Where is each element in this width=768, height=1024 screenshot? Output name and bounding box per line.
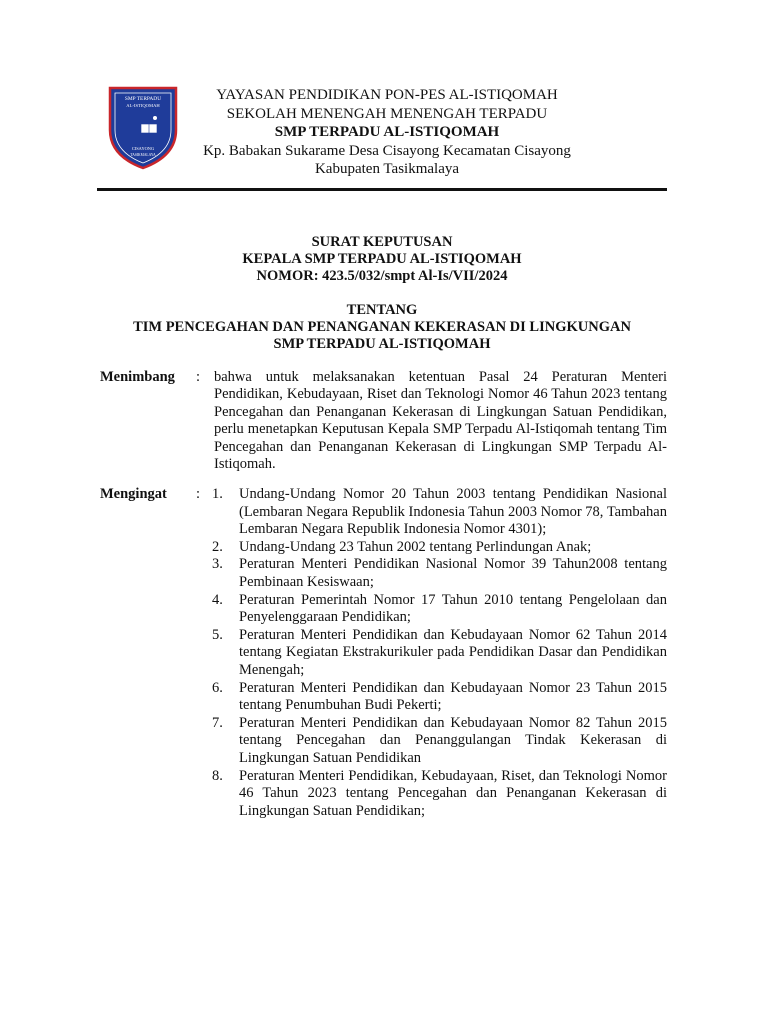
list-item-number: 5. bbox=[212, 626, 223, 643]
decree-about-label: TENTANG bbox=[346, 302, 418, 318]
list-item bbox=[212, 715, 667, 768]
school-crest-icon bbox=[106, 84, 180, 170]
list-item bbox=[212, 627, 667, 680]
list-item-text: Peraturan Menteri Pendidikan Nasional Nomor 39 Tahun2008 tentang Pembinaan Kesiswaan; bbox=[239, 556, 667, 590]
list-item bbox=[212, 556, 667, 591]
decree-title: SURAT KEPUTUSAN bbox=[311, 234, 453, 250]
list-item-number: 7. bbox=[212, 714, 223, 731]
list-item-number: 8. bbox=[212, 767, 223, 784]
school-logo bbox=[106, 84, 180, 170]
considering-text: bahwa untuk melaksanakan ketentuan Pasal 24 Peraturan Menteri Pendidikan, Kebudayaan, Riset dan Teknologi Nomor 46 Tahun 2023 tentang Pencegahan dan Penanganan Kekerasan di Lingkungan Satuan Pendidikan, perlu menetapkan Keputusan Kepala SMP Terpadu Al-Istiqomah tentang Tim Pencegahan dan Penanganan Kekerasan di Lingkungan SMP Terpadu Al-Istiqomah. bbox=[214, 369, 667, 473]
list-item-text: Peraturan Menteri Pendidikan dan Kebudayaan Nomor 23 Tahun 2015 tentang Penumbuhan Budi Pekerti; bbox=[239, 679, 667, 714]
list-item-number: 3. bbox=[212, 556, 223, 573]
list-item-number: 6. bbox=[212, 679, 223, 696]
considering-colon: : bbox=[196, 369, 201, 385]
list-item-text: Undang-Undang 23 Tahun 2002 tentang Perlindungan Anak; bbox=[239, 538, 592, 555]
list-item bbox=[212, 539, 667, 557]
school-level: SEKOLAH MENENGAH MENENGAH TERPADU bbox=[226, 105, 548, 122]
list-item bbox=[212, 680, 667, 715]
foundation-name: YAYASAN PENDIDIKAN PON-PES AL-ISTIQOMAH bbox=[216, 87, 558, 103]
list-item-text: Peraturan Pemerintah Nomor 17 Tahun 2010 tentang Pengelolaan dan Penyelenggaraan Pendidikan; bbox=[239, 591, 667, 626]
letterhead bbox=[190, 86, 584, 179]
list-item-text: Peraturan Menteri Pendidikan dan Kebudayaan Nomor 82 Tahun 2015 tentang Pencegahan dan Penanggulangan Tindak Kekerasan di Lingkungan Satuan Pendidikan bbox=[239, 714, 667, 766]
list-item bbox=[212, 592, 667, 627]
considering-label: Menimbang bbox=[100, 369, 175, 385]
list-item-number: 4. bbox=[212, 591, 223, 608]
recalling-list bbox=[212, 486, 667, 820]
recalling-label: Mengingat bbox=[100, 486, 167, 502]
list-item-number: 1. bbox=[212, 486, 223, 502]
school-address: Kp. Babakan Sukarame Desa Cisayong Kecamatan Cisayong bbox=[203, 142, 571, 159]
list-item-text: Peraturan Menteri Pendidikan, Kebudayaan, Riset, dan Teknologi Nomor 46 Tahun 2023 tentang Pencegahan dan Penanganan Kekerasan di Lingkungan Satuan Pendidikan; bbox=[239, 767, 667, 819]
decree-subject-line-1: TIM PENCEGAHAN DAN PENANGANAN KEKERASAN DI LINGKUNGAN bbox=[133, 319, 631, 335]
decree-issuer: KEPALA SMP TERPADU AL-ISTIQOMAH bbox=[242, 251, 522, 267]
logo-top-text: SMP TERPADU bbox=[124, 96, 162, 102]
logo-bottom-text: CISAYONG bbox=[131, 146, 155, 151]
list-item-text: Undang-Undang Nomor 20 Tahun 2003 tentang Pendidikan Nasional (Lembaran Negara Republik Indonesia Tahun 2003 Nomor 78, Tambahan Lembaran Negara Republik Indonesia Nomor 4301); bbox=[239, 486, 667, 538]
list-item bbox=[212, 768, 667, 821]
logo-bottom-sub: TASIKMALAYA bbox=[130, 153, 156, 157]
list-item bbox=[212, 486, 667, 539]
letterhead-divider bbox=[97, 188, 667, 191]
list-item-number: 2. bbox=[212, 538, 223, 555]
recalling-colon: : bbox=[196, 486, 201, 502]
school-regency: Kabupaten Tasikmalaya bbox=[314, 161, 460, 177]
school-name: SMP TERPADU AL-ISTIQOMAH bbox=[274, 124, 500, 140]
list-item-text: Peraturan Menteri Pendidikan dan Kebudayaan Nomor 62 Tahun 2014 tentang Kegiatan Ekstrakurikuler pada Pendidikan Dasar dan Pendidikan Menengah; bbox=[239, 626, 667, 678]
decree-subject-line-2: SMP TERPADU AL-ISTIQOMAH bbox=[273, 336, 491, 352]
decree-heading bbox=[97, 234, 667, 353]
logo-arc-text: AL-ISTIQOMAH bbox=[126, 103, 160, 108]
decree-number: NOMOR: 423.5/032/smpt Al-Is/VII/2024 bbox=[256, 268, 508, 284]
